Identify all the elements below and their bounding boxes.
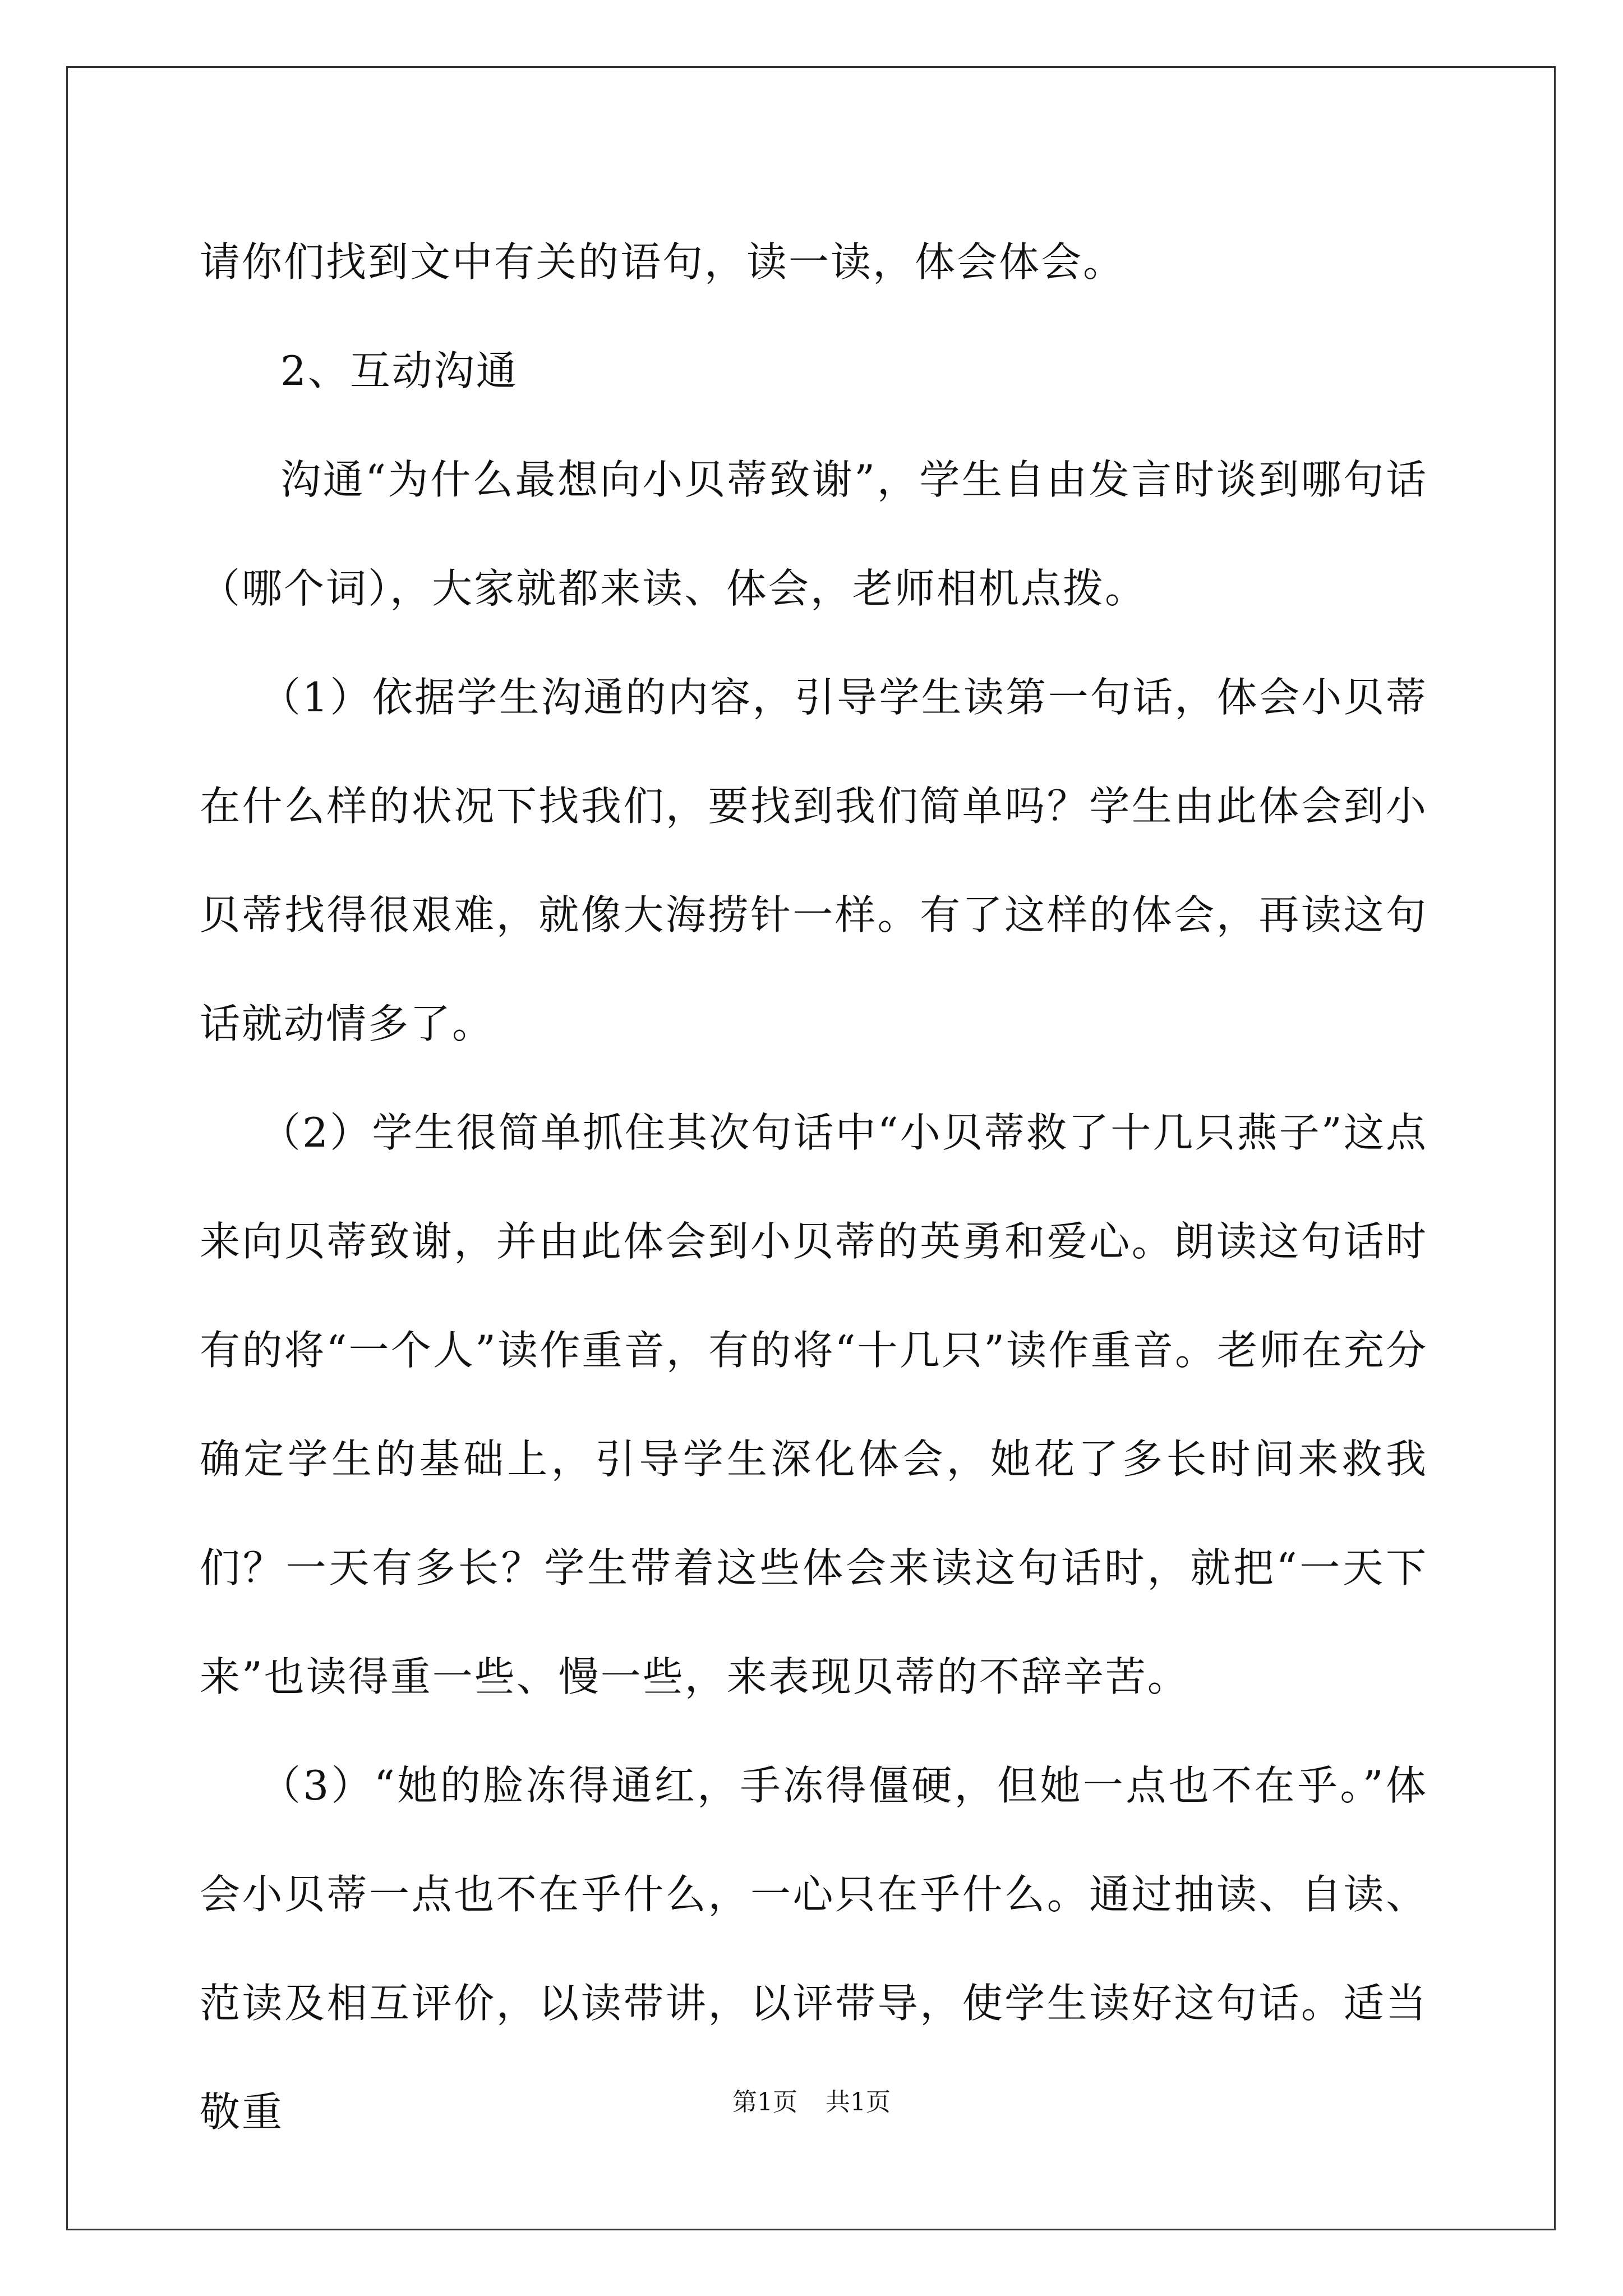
page-total: 共1页	[826, 2088, 891, 2116]
section-heading: 2、互动沟通	[280, 347, 518, 394]
paragraph: （2）学生很简单抓住其次句话中“小贝蒂救了十几只燕子”这点来向贝蒂致谢，并由此体会到小贝蒂的英勇和爱心。朗读这句话时有的将“一个人”读作重音，有的将“十几只”读作重音。老师在充分确定学生的基础上，引导学生深化体会，她花了多长时间来救我们？一天有多长？学生带着这些体会来读这句话时，就把“一天下来”也读得重一些、慢一些，来表现贝蒂的不辞辛苦。	[200, 1109, 1428, 1700]
document-body	[200, 208, 1428, 2166]
paragraph: （3）“她的脸冻得通红，手冻得僵硬，但她一点也不在乎。”体会小贝蒂一点也不在乎什么，一心只在乎什么。通过抽读、自读、范读及相互评价，以读带讲，以评带导，使学生读好这句话。适当敬重	[200, 1762, 1428, 2136]
page-number: 第1页	[732, 2088, 797, 2116]
page-footer	[0, 2086, 1623, 2119]
paragraph-continuation: 请你们找到文中有关的语句，读一读，体会体会。	[200, 238, 1126, 286]
paragraph: （1）依据学生沟通的内容，引导学生读第一句话，体会小贝蒂在什么样的状况下找我们，要找到我们简单吗？学生由此体会到小贝蒂找得很艰难，就像大海捞针一样。有了这样的体会，再读这句话就动情多了。	[200, 674, 1428, 1047]
paragraph: 沟通“为什么最想向小贝蒂致谢”，学生自由发言时谈到哪句话（哪个词），大家就都来读、体会，老师相机点拨。	[200, 456, 1428, 612]
